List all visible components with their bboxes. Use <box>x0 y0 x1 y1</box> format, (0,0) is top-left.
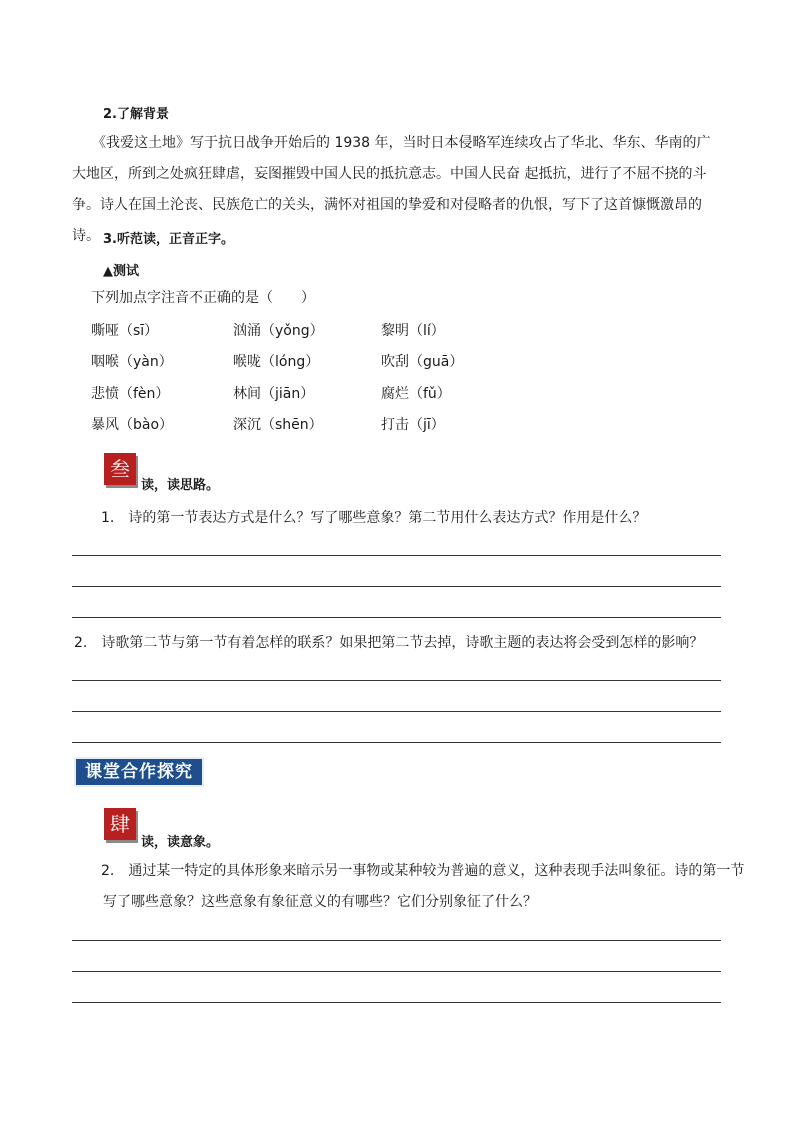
answer-line <box>72 1002 721 1003</box>
section-banner: 课堂合作探究 <box>74 757 204 787</box>
answer-line <box>72 711 721 712</box>
question-2: 2. 诗歌第二节与第一节有着怎样的联系？如果把第二节去掉，诗歌主题的表达将会受到怎样的影响？ <box>74 635 704 651</box>
test-question: 下列加点字注音不正确的是（ ） <box>91 290 315 306</box>
answer-line <box>72 940 721 941</box>
answer-line <box>72 617 721 618</box>
option-item: 林间（jiān） <box>233 386 315 402</box>
option-item: 暴风（bào） <box>91 417 174 433</box>
option-item: 汹涌（yǒng） <box>233 323 324 339</box>
option-item: 悲愤（fèn） <box>91 386 170 402</box>
section-heading-listen: 3.听范读，正音正字。 <box>103 232 234 247</box>
option-item: 腐烂（fǔ） <box>381 386 451 402</box>
answer-line <box>72 680 721 681</box>
question-imagery-text: 2. 通过某一特定的具体形象来暗示另一事物或某种较为普遍的意义，这种表现手法叫象征。诗的第一节写了哪些意象？这些意象有象征意义的有哪些？它们分别象征了什么？ <box>101 863 745 910</box>
answer-line <box>72 555 721 556</box>
answer-line <box>72 586 721 587</box>
part-badge-si: 肆 <box>104 808 136 840</box>
question-1: 1. 诗的第一节表达方式是什么？写了哪些意象？第二节用什么表达方式？作用是什么？ <box>101 510 647 526</box>
option-item: 嘶哑（sī） <box>91 323 159 339</box>
answer-line <box>72 971 721 972</box>
option-item: 咽喉（yàn） <box>91 354 173 370</box>
part-badge-san: 叁 <box>104 453 136 485</box>
option-item: 打击（jī） <box>381 417 445 433</box>
answer-line <box>72 742 721 743</box>
part-title-thinking: 读，读思路。 <box>141 478 220 493</box>
option-item: 深沉（shēn） <box>233 417 323 433</box>
option-item: 喉咙（lóng） <box>233 354 320 370</box>
option-item: 吹刮（guā） <box>381 354 464 370</box>
question-imagery <box>73 856 753 918</box>
test-label: ▲测试 <box>103 264 139 279</box>
part-title-imagery: 读，读意象。 <box>141 835 220 850</box>
option-item: 黎明（lí） <box>381 323 445 339</box>
background-paragraph-text: 《我爱这土地》写于抗日战争开始后的 1938 年，当时日本侵略军连续攻占了华北、华东、华南的广大地区，所到之处疯狂肆虐，妄图摧毁中国人民的抵抗意志。中国人民奋 起抵抗，进行了不屈不挠的斗争。诗人在国土沦丧、民族危亡的关头，满怀对祖国的挚爱和对侵略者的仇恨，写下了这首慷慨激昂的诗。 <box>72 135 711 244</box>
section-heading-background: 2.了解背景 <box>103 107 169 122</box>
